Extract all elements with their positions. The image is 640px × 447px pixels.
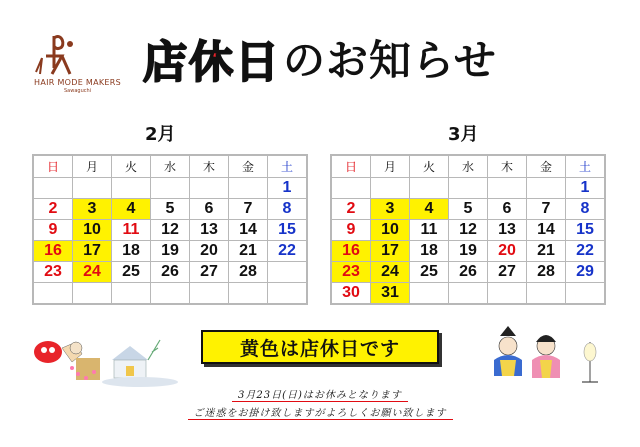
calendar-day: 20 <box>190 241 229 262</box>
calendar-day: 9 <box>33 220 73 241</box>
calendar-empty-cell <box>566 283 606 305</box>
calendar-day: 7 <box>527 199 566 220</box>
calendar-empty-cell <box>449 178 488 199</box>
calendar-day: 18 <box>112 241 151 262</box>
calendar-day: 21 <box>527 241 566 262</box>
weekday-header: 金 <box>229 155 268 178</box>
month-label-feb: 2月 <box>145 124 176 145</box>
calendar-march <box>330 154 606 305</box>
weekday-header: 火 <box>410 155 449 178</box>
notice-line-1: 3月23日(日)はお休みとなります <box>0 386 640 401</box>
hina-dolls-illustration <box>492 322 612 390</box>
calendar-week <box>33 220 307 241</box>
calendar-empty-cell <box>268 283 308 305</box>
calendar-empty-cell <box>331 178 371 199</box>
calendar-empty-cell <box>73 178 112 199</box>
calendar-empty-cell <box>410 283 449 305</box>
lantern-illustration <box>582 342 598 382</box>
calendar-day: 2 <box>331 199 371 220</box>
weekday-header: 金 <box>527 155 566 178</box>
weekday-header: 水 <box>449 155 488 178</box>
weekday-header: 木 <box>488 155 527 178</box>
closed-day-legend-text: 黄色は店休日です <box>239 337 400 360</box>
calendar-empty-cell <box>190 178 229 199</box>
brand-name: HAIR MODE MAKERS <box>34 78 122 87</box>
page-title <box>143 30 497 86</box>
calendar-day: 31 <box>371 283 410 305</box>
calendar-day: 15 <box>566 220 606 241</box>
calendar-week <box>331 241 605 262</box>
calendar-empty-cell <box>229 283 268 305</box>
weekday-header: 月 <box>73 155 112 178</box>
calendar-day: 29 <box>566 262 606 283</box>
calendar-day: 9 <box>331 220 371 241</box>
calendar-day: 24 <box>371 262 410 283</box>
calendar-day: 24 <box>73 262 112 283</box>
weekday-header: 水 <box>151 155 190 178</box>
calendar-week <box>33 199 307 220</box>
calendar-week <box>33 283 307 305</box>
calendar-day: 27 <box>190 262 229 283</box>
calendar-day: 2 <box>33 199 73 220</box>
title-highlight: 店休日 <box>143 37 281 88</box>
calendar-day: 22 <box>268 241 308 262</box>
calendar-day: 1 <box>268 178 308 199</box>
calendar-week <box>331 178 605 199</box>
calendar-day: 30 <box>331 283 371 305</box>
calendar-day: 17 <box>371 241 410 262</box>
calendar-empty-cell <box>112 178 151 199</box>
calendar-empty-cell <box>268 262 308 283</box>
calendar-empty-cell <box>190 283 229 305</box>
calendar-day: 8 <box>268 199 308 220</box>
calendar-empty-cell <box>488 178 527 199</box>
calendar-empty-cell <box>151 178 190 199</box>
month-label-mar: 3月 <box>448 124 479 145</box>
calendar-day: 18 <box>410 241 449 262</box>
calendar-day: 22 <box>566 241 606 262</box>
calendar-empty-cell <box>151 283 190 305</box>
weekday-header: 火 <box>112 155 151 178</box>
calendar-day: 14 <box>527 220 566 241</box>
weekday-header: 木 <box>190 155 229 178</box>
calendar-day: 11 <box>112 220 151 241</box>
title-rest: のお知らせ <box>283 36 497 85</box>
calendar-empty-cell <box>527 283 566 305</box>
calendar-week <box>331 283 605 305</box>
calendar-day: 5 <box>151 199 190 220</box>
daruma-illustration <box>32 330 182 390</box>
calendar-day: 28 <box>229 262 268 283</box>
calendar-day: 25 <box>112 262 151 283</box>
calendar-empty-cell <box>112 283 151 305</box>
calendar-day: 26 <box>151 262 190 283</box>
calendar-day: 5 <box>449 199 488 220</box>
calendar-day: 12 <box>151 220 190 241</box>
calendar-february <box>32 154 308 305</box>
calendar-day: 25 <box>410 262 449 283</box>
calendar-day: 19 <box>449 241 488 262</box>
calendar-week <box>331 220 605 241</box>
weekday-header: 月 <box>371 155 410 178</box>
weekday-header: 土 <box>566 155 606 178</box>
calendar-day: 6 <box>488 199 527 220</box>
calendar-week <box>331 199 605 220</box>
calendar-empty-cell <box>488 283 527 305</box>
calendar-empty-cell <box>73 283 112 305</box>
calendar-day: 27 <box>488 262 527 283</box>
notice-line-2: ご迷惑をお掛け致しますがよろしくお願い致します <box>0 404 640 419</box>
calendar-day: 3 <box>73 199 112 220</box>
calendar-day: 14 <box>229 220 268 241</box>
calendar-day: 12 <box>449 220 488 241</box>
calendar-day: 23 <box>33 262 73 283</box>
calendar-empty-cell <box>371 178 410 199</box>
calendar-day: 16 <box>33 241 73 262</box>
calendar-day: 1 <box>566 178 606 199</box>
calendar-day: 10 <box>371 220 410 241</box>
calendar-day: 6 <box>190 199 229 220</box>
calendar-day: 15 <box>268 220 308 241</box>
calendar-day: 4 <box>410 199 449 220</box>
snow-house-illustration <box>102 340 178 387</box>
calendar-day: 19 <box>151 241 190 262</box>
calendar-empty-cell <box>410 178 449 199</box>
calendar-day: 20 <box>488 241 527 262</box>
calendar-day: 13 <box>190 220 229 241</box>
calendar-empty-cell <box>449 283 488 305</box>
calendar-day: 11 <box>410 220 449 241</box>
calendar-day: 23 <box>331 262 371 283</box>
calendar-day: 21 <box>229 241 268 262</box>
calendar-day: 26 <box>449 262 488 283</box>
calendar-day: 4 <box>112 199 151 220</box>
weekday-header: 日 <box>331 155 371 178</box>
calendar-empty-cell <box>33 283 73 305</box>
calendar-day: 17 <box>73 241 112 262</box>
calendar-day: 16 <box>331 241 371 262</box>
calendar-day: 7 <box>229 199 268 220</box>
calendar-day: 13 <box>488 220 527 241</box>
calendar-day: 8 <box>566 199 606 220</box>
calendar-week <box>33 241 307 262</box>
calendar-empty-cell <box>229 178 268 199</box>
calendar-day: 28 <box>527 262 566 283</box>
calendar-week <box>331 262 605 283</box>
calendar-day: 10 <box>73 220 112 241</box>
weekday-header: 土 <box>268 155 308 178</box>
calendar-empty-cell <box>527 178 566 199</box>
calendar-week <box>33 262 307 283</box>
weekday-header: 日 <box>33 155 73 178</box>
closed-day-legend <box>201 330 439 364</box>
calendar-day: 3 <box>371 199 410 220</box>
calendar-week <box>33 178 307 199</box>
calendar-empty-cell <box>33 178 73 199</box>
brand-sub: Sawaguchi <box>64 88 92 94</box>
